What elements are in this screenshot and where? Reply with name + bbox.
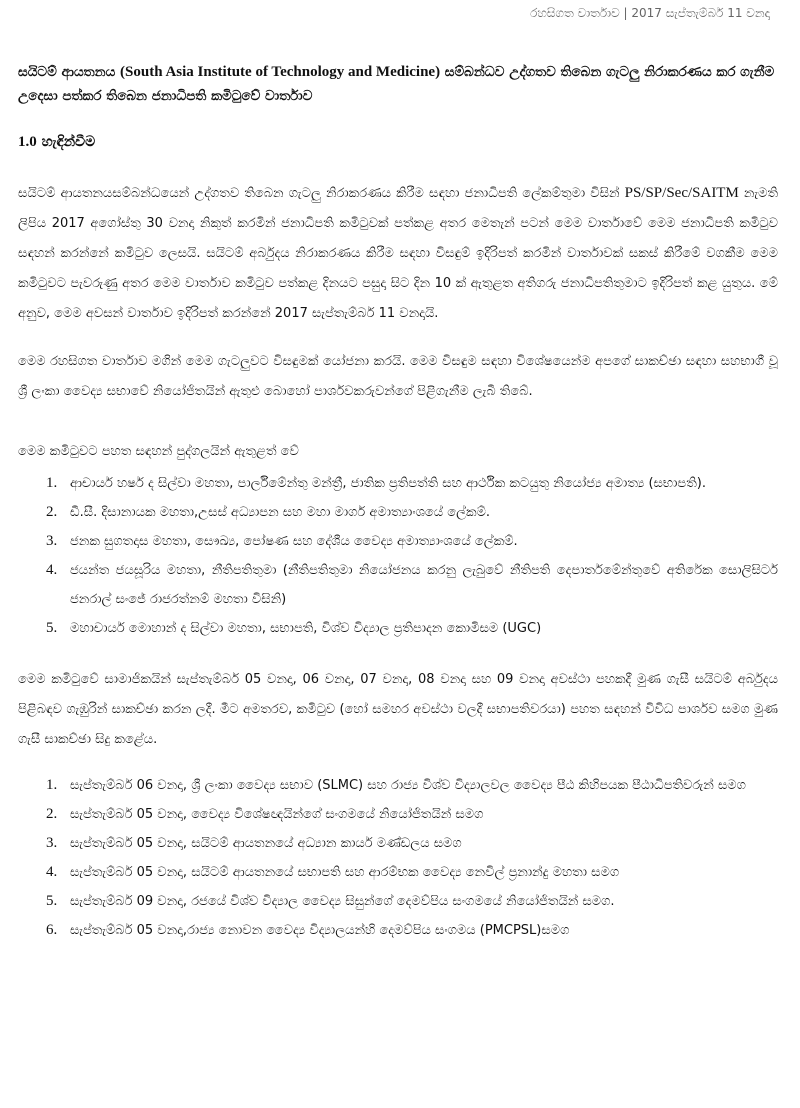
list-text: සැප්තැම්බර් 06 වනදා, ශ්‍රී ලංකා වෛද්‍ය සභාව (SLMC) සහ රාජ්‍ය විශ්ව විද්‍යාලවල වෛද්‍ය පීඨ කිහිපයක පීඨාධිපතිවරුන් සමග bbox=[70, 778, 746, 793]
list-number: 2. bbox=[46, 806, 58, 822]
list-item bbox=[18, 887, 778, 916]
list-text: ජයන්ත ජයසූරිය මහතා, නීතිපතිතුමා (නීතිපතිතුමා නියෝජනය කරනු ලැබුවේ නීතිපති දෙපාර්තමේන්තුවේ අතිරේක සොලිසිටර් ජනරාල් සංජේ රාජරත්නම් මහතා විසිනි) bbox=[70, 563, 778, 607]
meetings-list bbox=[18, 771, 778, 945]
members-list bbox=[18, 469, 778, 643]
list-text: මහාචාර්ය මොහාන් ද සිල්වා මහතා, සභාපති, විශ්ව විද්‍යාල ප්‍රතිපාදන කොමිසම (UGC) bbox=[70, 621, 542, 636]
list-number: 6. bbox=[46, 922, 58, 938]
list-number: 3. bbox=[46, 533, 58, 549]
list-item bbox=[18, 556, 778, 614]
title-english: (South Asia Institute of Technology and Medicine) bbox=[120, 64, 441, 80]
list-text: ඩී.සී. දිසානායක මහතා,උසස් අධ්‍යාපන සහ මහා මාර්ග අමාත්‍යාංශයේ ලේකම්. bbox=[70, 505, 491, 520]
list-text: සැප්තැම්බර් 05 වනදා, වෛද්‍ය විශේෂඥයින්ගේ සංගමයේ නියෝජිතයින් සමග bbox=[70, 807, 484, 822]
list-item bbox=[18, 800, 778, 829]
list-text: සැප්තැම්බර් 05 වනදා, සයිටම් ආයතනයේ අධ්‍යාන කාර්ය මණ්ඩලය සමග bbox=[70, 836, 462, 851]
document-page bbox=[18, 60, 778, 945]
list-item bbox=[18, 498, 778, 527]
list-number: 2. bbox=[46, 504, 58, 520]
list-item bbox=[18, 771, 778, 800]
list-text: සැප්තැම්බර් 09 වනදා, රජයේ විශ්ව විද්‍යාල වෛද්‍ය සිසුන්ගේ දෙමව්පිය සංගමයේ නියෝජිතයින් සමග. bbox=[70, 894, 615, 909]
section-number: 1.0 bbox=[18, 134, 37, 150]
list-item bbox=[18, 527, 778, 556]
list-item bbox=[18, 614, 778, 643]
title-suffix: සම්බන්ධව උද්ගතව තිබෙන ගැටලු නිරාකරණය කර ගැනීම උදෙසා පත්කර තිබෙන ජනාධිපති කමිටුවේ වාර්තාව bbox=[18, 64, 775, 104]
list-text: සැප්තැම්බර් 05 වනදා,රාජ්‍ය නොවන වෛද්‍ය විද්‍යාලයන්හි දෙමව්පිය සංගමය (PMCPSL)සමග bbox=[70, 923, 570, 938]
intro-paragraph bbox=[18, 178, 778, 329]
list-number: 4. bbox=[46, 562, 58, 578]
solution-paragraph: මෙම රහසිගත වාර්තාව මගින් මෙම ගැටලුවට විසඳුමක් යෝජනා කරයි. මෙම විසඳුම සඳහා විශේෂයෙන්ම අපගේ සාකච්ඡා සඳහා සහභාගී වූ ශ්‍රී ලංකා වෛද්‍ය සභාවේ නියෝජිතයින් ඇතුළු බොහෝ පාර්ශවකරුවන්ගේ පිළිගැනීම ලැබී තිබේ. bbox=[18, 354, 778, 399]
list-text: සැප්තැම්බර් 05 වනදා, සයිටම් ආයතනයේ සභාපති සහ ආරම්භක වෛද්‍ය නෙවිල් ප්‍රනාන්දු මහතා සමග bbox=[70, 865, 620, 880]
running-header: රහසිගත වාර්තාව | 2017 සැප්තැම්බර් 11 වනදා bbox=[530, 6, 770, 20]
list-number: 1. bbox=[46, 475, 58, 491]
list-number: 1. bbox=[46, 777, 58, 793]
list-item bbox=[18, 829, 778, 858]
list-number: 4. bbox=[46, 864, 58, 880]
list-item bbox=[18, 469, 778, 498]
list-number: 5. bbox=[46, 893, 58, 909]
members-intro: මෙම කමිටුවට පහත සඳහන් පුද්ගලයින් ඇතුළත් වේ bbox=[18, 444, 299, 459]
list-number: 3. bbox=[46, 835, 58, 851]
section-heading bbox=[18, 132, 778, 152]
list-number: 5. bbox=[46, 620, 58, 636]
list-item bbox=[18, 916, 778, 945]
list-item bbox=[18, 858, 778, 887]
letter-reference: PS/SP/Sec/SAITM bbox=[624, 185, 739, 201]
meetings-paragraph: මෙම කමිටුවේ සාමාජිකයින් සැප්තැම්බර් 05 වනදා, 06 වනදා, 07 වනදා, 08 වනදා සහ 09 වනදා අවස්ථා පහකදී මුණ ගැසී සයිටම් අර්බුදය පිළිබඳව ගැඹුරින් සාකච්ඡා කරන ලදී. මීට අමතරව, කමිටුව (හෝ සමහර අවස්ථා වලදී සභාපතිවරයා) පහත සඳහන් විවිධ පාර්ශව සමග මුණ ගැසී සාකච්ඡා සිදු කළේය. bbox=[18, 672, 778, 747]
intro-text-a: සයිටම් ආයතනයසම්බන්ධයෙන් උද්ගතව තිබෙන ගැටලු නිරාකරණය කිරීම සඳහා ජනාධිපති ලේකම්තුමා විසින් bbox=[18, 186, 625, 201]
section-title: හැඳින්වීම bbox=[36, 134, 96, 150]
title-prefix: සයිටම් ආයතනය bbox=[18, 64, 121, 80]
list-text: ජනක සුගතදාස මහතා, සෞඛ්‍ය, පෝෂණ සහ දේශීය වෛද්‍ය අමාත්‍යාංශයේ ලේකම්. bbox=[70, 534, 518, 549]
list-text: ආචාර්ය හර්ෂ ද සිල්වා මහතා, පාර්ලිමේන්තු මන්ත්‍රී, ජාතික ප්‍රතිපත්ති සහ ආර්ථික කටයුතු නියෝජ්‍ය අමාත්‍ය (සභාපති). bbox=[70, 476, 706, 491]
document-title bbox=[18, 60, 778, 108]
intro-text-b: නැමති ලිපිය 2017 අගෝස්තු 30 වනදා නිකුත් කරමින් ජනාධිපති කමිටුවක් පත්කළ අතර මෙතැන් පටන් මෙම වාර්තාවේ මෙම ජනාධිපති කමිටුව සඳහන් කරන්නේ කමිටුව ලෙසයි. සයිටම් අර්බුදය නිරාකරණය කිරීම සඳහා විසඳුම් ඉදිරිපත් කරමින් වාර්තාවක් සකස් කිරීමේ වගකීම මෙම කමිටුවට පැවරුණු අතර මෙම වාර්තාව කමිටුව පත්කළ දිනයට පසුදා සිට දින 10 ක් ඇතුළත අතිගරු ජනාධිපතිතුමාට ඉදිරිපත් කළ යුතුය. මේ අනුව, මෙම අවසන් වාර්තාව ඉදිරිපත් කරන්නේ 2017 සැප්තැම්බර් 11 වනදායි. bbox=[18, 186, 779, 321]
